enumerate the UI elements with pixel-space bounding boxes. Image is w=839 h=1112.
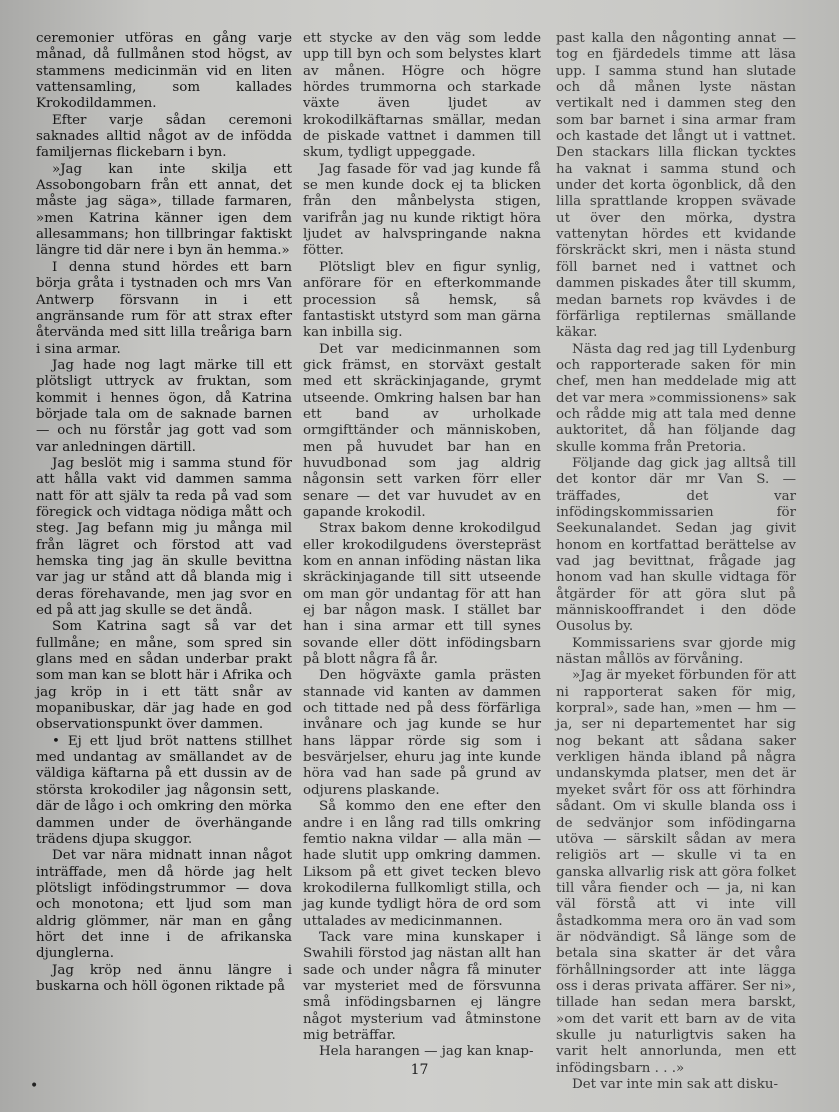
paragraph: Kommissariens svar gjorde mig nästan mållös av förvåning.	[556, 635, 796, 668]
text-column-2	[303, 31, 541, 1060]
paragraph: I denna stund hördes ett barn börja gråta i tystnaden och mrs Van Antwerp försvann in i ett angränsande rum för att strax efter återvända med sitt lilla treåriga barn i sina armar.	[36, 259, 292, 357]
paragraph: Efter varje sådan ceremoni saknades alltid något av de infödda familjernas flickebarn i byn.	[36, 112, 292, 161]
paragraph: Jag hade nog lagt märke till ett plötsligt uttryck av fruktan, som kommit i hennes ögon, då Katrina började tala om de saknade barnen — och nu förstår jag gott vad som var anledningen därtill.	[36, 357, 292, 455]
paragraph: Nästa dag red jag till Lydenburg och rapporterade saken för min chef, men han meddelade mig att det var mera »commissionens» sak och rådde mig att tala med denne auktoritet, då han följande dag skulle komma från Pretoria.	[556, 341, 796, 455]
paragraph: Följande dag gick jag alltså till det kontor där mr Van S. — träffades, det var infödingskommissarien för Seekunalandet. Sedan jag givit honom en kortfattad berättelse av vad jag bevittnat, frågade jag honom vad han skulle vidtaga för åtgärder för att göra slut på människooffrandet i den döde Ousolus by.	[556, 455, 796, 635]
paragraph: ett stycke av den väg som ledde upp till byn och som belystes klart av månen. Högre och högre hördes trummorna och starkade växte även ljudet av krokodilkäftarnas smällar, medan de piskade vattnet i dammen till skum, tydligt uppeggade.	[303, 31, 541, 161]
paragraph: past kalla den någonting annat — tog en fjärdedels timme att läsa upp. I samma stund han slutade och då månen lyste nästan vertikalt ned i dammen steg den som bar barnet i sina armar fram och kastade det långt ut i vattnet. Den stackars lilla flickan tycktes ha vaknat i samma stund och under det korta ögonblick, då den lilla sprattlande kroppen svävade ut över den mörka, dystra vattenytan hördes ett kvidande förskräckt skri, men i nästa stund föll barnet ned i vattnet och dammen piskades åter till skumm, medan barnets rop kvävdes i de förfärliga reptilernas smällande käkar.	[556, 31, 796, 341]
bullet-mark: •	[30, 1078, 39, 1094]
paragraph: Så kommo den ene efter den andre i en lång rad tills omkring femtio nakna vildar — alla män — hade slutit upp omkring dammen. Liksom på ett givet tecken blevo krokodilerna fullkomligt stilla, och jag kunde tydligt höra de ord som uttalades av medicinmannen.	[303, 799, 541, 929]
paragraph: Det var nära midnatt innan något inträffade, men då hörde jag helt plötsligt infödingstrummor — dova och monotona; ett ljud som man aldrig glömmer, när man en gång hört det inne i de afrikanska djunglerna.	[36, 848, 292, 962]
paragraph: Tack vare mina kunskaper i Swahili förstod jag nästan allt han sade och under några få minuter var mysteriet med de försvunna små infödingsbarnen ej längre något mysterium vad åtminstone mig beträffar.	[303, 929, 541, 1043]
paragraph: Den högväxte gamla prästen stannade vid kanten av dammen och tittade ned på dess förfärliga invånare och jag kunde se hur hans läppar rörde sig som i besvärjelser, ehuru jag inte kunde höra vad han sade på grund av odjurens plaskande.	[303, 668, 541, 798]
paragraph: »Jag är myeket förbunden för att ni rapporterat saken för mig, korpral», sade han, »men — hm — ja, ser ni departementet har sig nog bekant att sådana saker verkligen hända ibland på några undanskymda platser, men det är myeket svårt för oss att förhindra sådant. Om vi skulle blanda oss i de sedvänjor som infödingarna utöva — särskilt sådan av mera religiös art — skulle vi ta en ganska allvarlig risk att göra folket till våra fiender och — ja, ni kan väl förstå att vi inte vill åstadkomma mera oro än vad som är nödvändigt. Så länge som de betala sina skatter är det våra förhållningsorder att inte lägga oss i deras privata affärer. Ser ni», tillade han sedan mera barskt, »om det varit ett barn av de vita skulle ju naturligtvis saken ha varit helt annorlunda, men ett infödingsbarn . . .»	[556, 668, 796, 1076]
paragraph: • Ej ett ljud bröt nattens stillhet med undantag av smällandet av de väldiga käftarna på ett dussin av de största krokodiler jag någonsin sett, där de lågo i och omkring den mörka dammen under de överhängande trädens djupa skuggor.	[36, 733, 292, 847]
paragraph: Hela harangen — jag kan knap-	[319, 1044, 534, 1060]
text-column-3	[556, 31, 796, 1092]
paragraph: Plötsligt blev en figur synlig, anförare för en efterkommande procession så hemsk, så fantastiskt utstyrd som man gärna kan inbilla sig.	[303, 259, 541, 341]
page-number: 17	[410, 1062, 429, 1078]
paragraph: Jag kröp ned ännu längre i buskarna och höll ögonen riktade på	[36, 962, 292, 994]
paragraph: Det var medicinmannen som gick främst, en storväxt gestalt med ett skräckinjagande, grymt utseende. Omkring halsen bar han ett band av urholkade ormgifttänder och människoben, men på huvudet bar han en huvudbonad som jag aldrig någonsin sett varken förr eller senare — det var huvudet av en gapande krokodil.	[303, 341, 541, 520]
paragraph: Som Katrina sagt så var det fullmåne; en måne, som spred sin glans med en sådan underbar prakt som man kan se blott här i Afrika och jag kröp in i ett tätt snår av mopanibuskar, där jag hade en god observationspunkt över dammen.	[36, 619, 292, 733]
paragraph: Det var inte min sak att disku-	[572, 1077, 779, 1092]
paragraph: Strax bakom denne krokodilgud eller krokodilgudens överstepräst kom en annan inföding nästan lika skräckinjagande till sitt utseende om man gör undantag för att han ej bar någon mask. I stället bar han i sina armar ett till synes sovande eller dött infödingsbarn på blott några få år.	[303, 521, 541, 668]
text-column-1	[36, 31, 292, 1052]
paragraph: Jag fasade för vad jag kunde få se men kunde dock ej ta blicken från den månbelysta stigen, varifrån jag nu kunde riktigt höra ljudet av halvspringande nakna fötter.	[303, 161, 541, 259]
paragraph: »Jag kan inte skilja ett Assobongobarn från ett annat, det måste jag säga», tillade farmaren, »men Katrina känner igen dem allesammans; hon tillbringar faktiskt längre tid där nere i byn än hemma.»	[36, 161, 292, 259]
paragraph: ceremonier utföras en gång varje månad, då fullmånen stod högst, av stammens medicinmän vid en liten vattensamling, som kallades Krokodildammen.	[36, 31, 292, 112]
paragraph: Jag beslöt mig i samma stund för att hålla vakt vid dammen samma natt för att själv ta reda på vad som föregick och vidtaga nödiga mått och steg. Jag befann mig ju många mil från lägret och förstod att vad hemska ting jag än skulle bevittna var jag ur stånd att då blanda mig i deras förehavande, men jag svor en ed på att jag skulle se det ändå.	[36, 455, 292, 619]
